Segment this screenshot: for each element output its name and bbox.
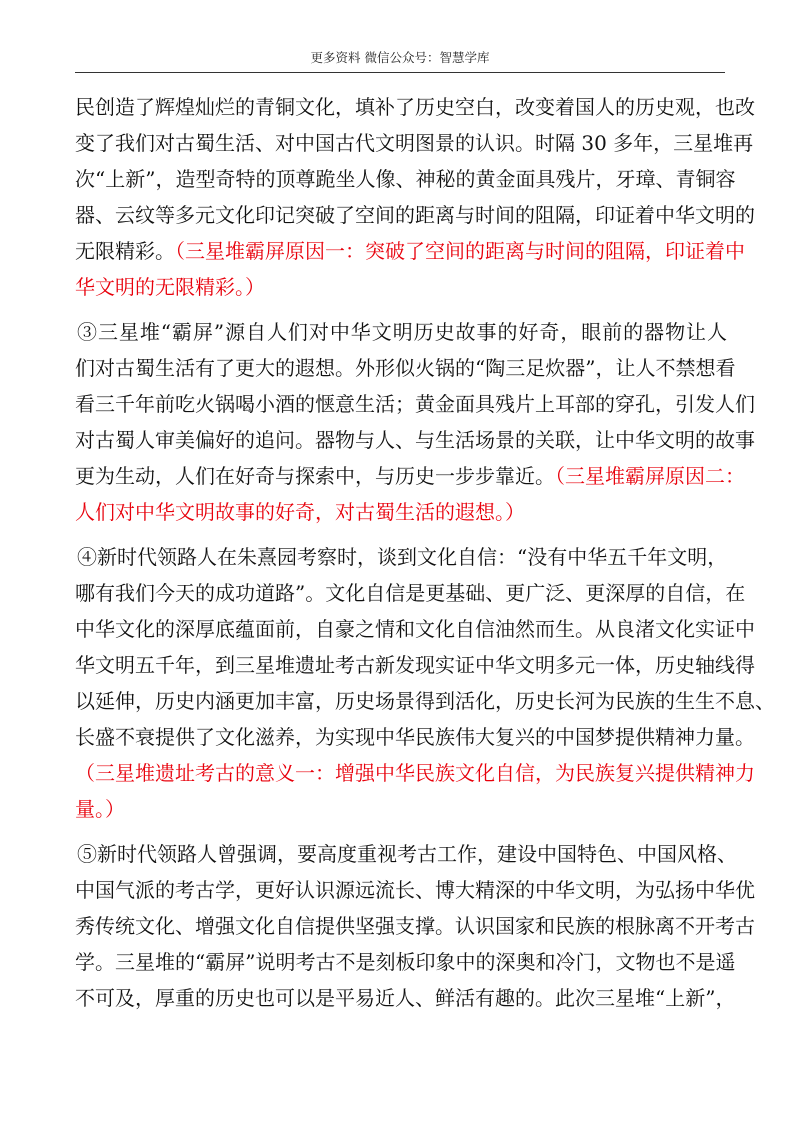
annotation-line: 华文明的无限精彩。） xyxy=(75,275,265,299)
paragraph-4 xyxy=(75,539,775,827)
text-line: 以延伸，历史内涵更加丰富，历史场景得到活化，历史长河为民族的生生不息、 xyxy=(75,689,775,713)
annotation-line: （三星堆遗址考古的意义一：增强中华民族文化自信，为民族复兴提供精神力 xyxy=(75,761,755,785)
text-line: 次“上新”，造型奇特的顶尊跪坐人像、神秘的黄金面具残片，牙璋、青铜容 xyxy=(75,167,736,191)
text-line: ⑤新时代领路人曾强调，要高度重视考古工作，建设中国特色、中国风格、 xyxy=(77,842,737,866)
text-line: 不可及，厚重的历史也可以是平易近人、鲜活有趣的。此次三星堆“上新”， xyxy=(75,986,736,1010)
text-line: 中华文化的深厚底蕴面前，自豪之情和文化自信油然而生。从良渚文化实证中 xyxy=(75,617,755,641)
text-line: 中国气派的考古学，更好认识源远流长、博大精深的中华文明，为弘扬中华优 xyxy=(75,878,755,902)
text-line: 学。三星堆的“霸屏”说明考古不是刻板印象中的深奥和冷门，文物也不是遥 xyxy=(75,950,736,974)
text-line: 器、云纹等多元文化印记突破了空间的距离与时间的阻隔，印证着中华文明的 xyxy=(75,203,755,227)
annotation-line: 人们对中华文明故事的好奇，对古蜀生活的遐想。） xyxy=(75,500,525,524)
text-line: 哪有我们今天的成功道路”。文化自信是更基础、更广泛、更深厚的自信，在 xyxy=(75,581,746,605)
document-body xyxy=(75,89,775,1016)
text-line: 秀传统文化、增强文化自信提供坚强支撑。认识国家和民族的根脉离不开考古 xyxy=(75,914,755,938)
page-header: 更多资料 微信公众号：智慧学库 xyxy=(310,50,490,65)
header-divider xyxy=(75,72,725,73)
text-line: 们对古蜀生活有了更大的遐想。外形似火锅的“陶三足炊器”，让人不禁想看 xyxy=(75,356,736,380)
text-line: ④新时代领路人在朱熹园考察时，谈到文化自信：“没有中华五千年文明， xyxy=(77,545,728,569)
text-line xyxy=(75,233,745,269)
paragraph-3 xyxy=(75,314,755,530)
annotation-line: 量。） xyxy=(75,797,125,821)
text-line: 华文明五千年，到三星堆遗址考古新发现实证中华文明多元一体，历史轴线得 xyxy=(75,653,755,677)
annotation-text: （三星堆霸屏原因一：突破了空间的距离与时间的阻隔，印证着中 xyxy=(175,239,745,263)
body-text: 无限精彩。 xyxy=(75,239,175,263)
paragraph-5 xyxy=(75,836,755,1016)
text-line: 看三千年前吃火锅喝小酒的惬意生活；黄金面具残片上耳部的穿孔，引发人们 xyxy=(75,392,755,416)
text-line: 变了我们对古蜀生活、对中国古代文明图景的认识。时隔 30 多年，三星堆再 xyxy=(75,131,754,155)
text-line: 对古蜀人审美偏好的追问。器物与人、与生活场景的关联，让中华文明的故事 xyxy=(75,428,755,452)
paragraph-1 xyxy=(75,89,755,305)
text-line: 长盛不衰提供了文化滋养，为实现中华民族伟大复兴的中国梦提供精神力量。 xyxy=(75,725,755,749)
text-line: 民创造了辉煌灿烂的青铜文化，填补了历史空白，改变着国人的历史观，也改 xyxy=(75,95,755,119)
body-text: 更为生动，人们在好奇与探索中，与历史一步步靠近。 xyxy=(75,464,555,488)
annotation-text: （三星堆霸屏原因二： xyxy=(555,464,745,488)
text-line: ③三星堆“霸屏”源自人们对中华文明历史故事的好奇，眼前的器物让人 xyxy=(77,320,727,344)
text-line xyxy=(75,458,745,494)
